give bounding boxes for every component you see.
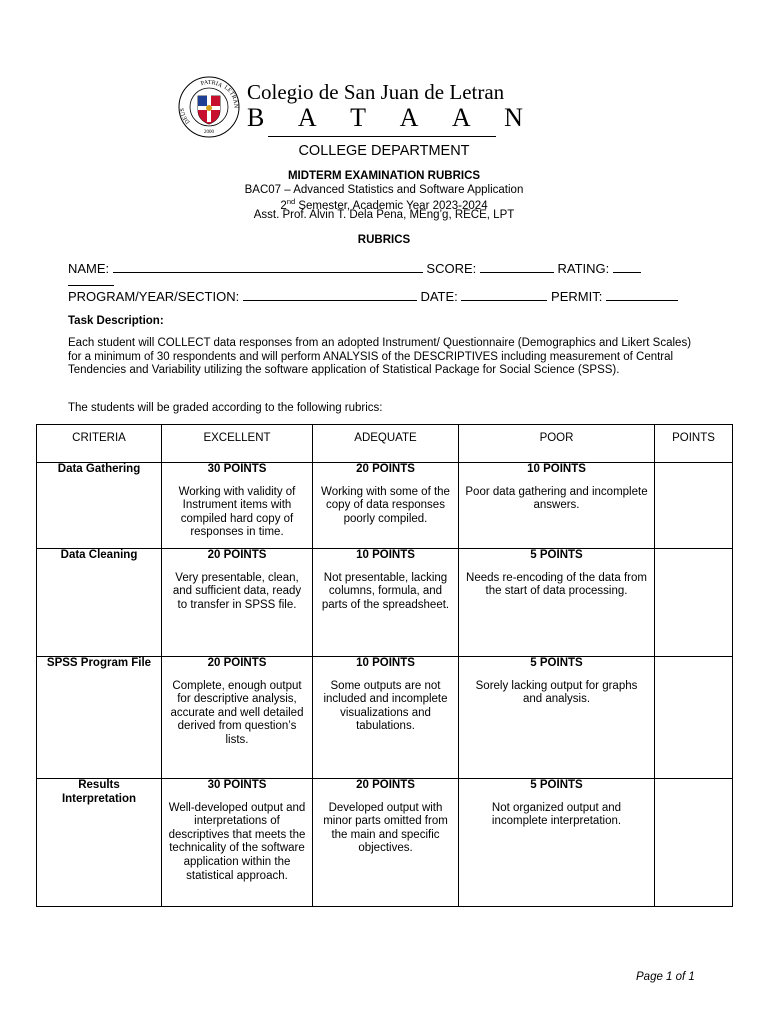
exam-title: MIDTERM EXAMINATION RUBRICS (287, 170, 481, 182)
points-label: 30 POINTS (207, 779, 267, 791)
rating-field-continuation (68, 285, 114, 286)
form-row-name (68, 260, 641, 276)
excellent-cell (162, 549, 313, 657)
poor-cell (459, 657, 655, 779)
points-cell[interactable] (655, 779, 733, 907)
page-number: Page 1 of 1 (636, 971, 695, 983)
semester-suffix: nd (286, 197, 296, 206)
poor-cell (459, 779, 655, 907)
course-title: BAC07 – Advanced Statistics and Software Application (244, 184, 524, 196)
rubric-table (36, 424, 733, 907)
description-text: Well-developed output and interpretations of descriptives that meets the technicality of the software application within the statistical approach. (168, 801, 306, 882)
description-text: Developed output with minor parts omitted from the main and specific objectives. (323, 801, 448, 855)
points-label: 10 POINTS (527, 463, 586, 475)
date-field[interactable] (461, 288, 547, 301)
department-title: COLLEGE DEPARTMENT (298, 143, 470, 159)
task-description: Each student will COLLECT data responses from an adopted Instrument/ Questionnaire (Demographics and Likert Scales) for a minimum of 30 respondents and will perform ANALYSIS of the DESCRIPTIVES including measurement of Central Tendencies and Variability utilizing the software application of Statistical Package for Social Science (SPSS). (68, 337, 692, 377)
instructor-line: Asst. Prof. Alvin T. Dela Pena, MEng’g, RECE, LPT (253, 209, 515, 221)
location-letter: N (504, 103, 523, 132)
criteria-cell: Data Gathering (37, 463, 162, 549)
college-seal-icon (178, 76, 240, 138)
date-label: DATE: (420, 289, 458, 304)
criteria-cell: Data Cleaning (37, 549, 162, 657)
grading-note: The students will be graded according to the following rubrics: (68, 402, 383, 414)
excellent-cell (162, 657, 313, 779)
points-label: 10 POINTS (356, 549, 415, 561)
adequate-cell (313, 657, 459, 779)
description-text: Some outputs are not included and incomplete visualizations and tabulations. (323, 679, 448, 733)
location-letter: A (451, 103, 471, 132)
points-cell[interactable] (655, 549, 733, 657)
excellent-cell (162, 463, 313, 549)
description-text: Not organized output and incomplete interpretation. (491, 801, 622, 828)
description-text: Working with validity of Instrument items with compiled hard copy of responses in time. (178, 485, 296, 539)
points-label: 5 POINTS (530, 657, 583, 669)
points-label: 5 POINTS (530, 779, 583, 791)
points-label: 20 POINTS (356, 779, 415, 791)
school-location (247, 104, 523, 132)
description-text: Poor data gathering and incomplete answers. (465, 485, 648, 512)
points-cell[interactable] (655, 463, 733, 549)
poor-cell (459, 549, 655, 657)
rubrics-heading: RUBRICS (357, 234, 411, 246)
header-criteria: CRITERIA (37, 425, 162, 463)
adequate-cell (313, 779, 459, 907)
points-label: 20 POINTS (207, 549, 267, 561)
description-text: Sorely lacking output for graphs and analysis. (475, 679, 638, 706)
semester-ordinal: 2 (280, 199, 287, 212)
points-label: 30 POINTS (207, 463, 267, 475)
description-text: Not presentable, lacking columns, formula, and parts of the spreadsheet. (321, 571, 450, 611)
seal-text-right: LETRAN (222, 84, 239, 109)
criteria-cell: SPSS Program File (37, 657, 162, 779)
permit-label: PERMIT: (551, 289, 603, 304)
location-letter: A (399, 103, 419, 132)
program-field[interactable] (243, 288, 417, 301)
excellent-cell (162, 779, 313, 907)
description-text: Very presentable, clean, and sufficient data, ready to transfer in SPSS file. (172, 571, 302, 611)
score-field[interactable] (480, 260, 554, 273)
semester-rest: Semester, Academic Year 2023-2024 (295, 199, 488, 212)
score-label: SCORE: (426, 261, 477, 276)
poor-cell (459, 463, 655, 549)
points-cell[interactable] (655, 657, 733, 779)
points-label: 20 POINTS (356, 463, 415, 475)
seal-text-top: PATRIA (200, 79, 224, 90)
table-row (37, 779, 733, 907)
rating-label: RATING: (557, 261, 610, 276)
location-letter: B (247, 103, 265, 132)
location-letter: A (297, 103, 317, 132)
description-text: Working with some of the copy of data responses poorly compiled. (321, 485, 450, 525)
header-points: POINTS (655, 425, 733, 463)
seal-text-left: DEUS (179, 107, 192, 125)
form-row-program (68, 288, 678, 304)
table-row (37, 657, 733, 779)
name-field[interactable] (113, 260, 423, 273)
adequate-cell (313, 549, 459, 657)
header-poor: POOR (459, 425, 655, 463)
points-label: 20 POINTS (207, 657, 267, 669)
seal-year: 2000 (204, 130, 214, 135)
task-description-label: Task Description: (68, 315, 164, 327)
header-excellent: EXCELLENT (162, 425, 313, 463)
table-row (37, 549, 733, 657)
adequate-cell (313, 463, 459, 549)
table-row (37, 463, 733, 549)
table-header-row (37, 425, 733, 463)
name-label: NAME: (68, 261, 110, 276)
header-adequate: ADEQUATE (313, 425, 459, 463)
permit-field[interactable] (606, 288, 678, 301)
header-divider (268, 136, 496, 137)
location-letter: T (350, 103, 367, 132)
school-name: Colegio de San Juan de Letran (247, 80, 505, 104)
points-label: 5 POINTS (530, 549, 583, 561)
description-text: Needs re-encoding of the data from the start of data processing. (466, 571, 647, 598)
rating-field[interactable] (613, 260, 641, 273)
program-label: PROGRAM/YEAR/SECTION: (68, 289, 240, 304)
description-text: Complete, enough output for descriptive analysis, accurate and well detailed derived from question’s lists. (170, 679, 304, 746)
criteria-cell: Results Interpretation (37, 779, 162, 907)
points-label: 10 POINTS (356, 657, 415, 669)
